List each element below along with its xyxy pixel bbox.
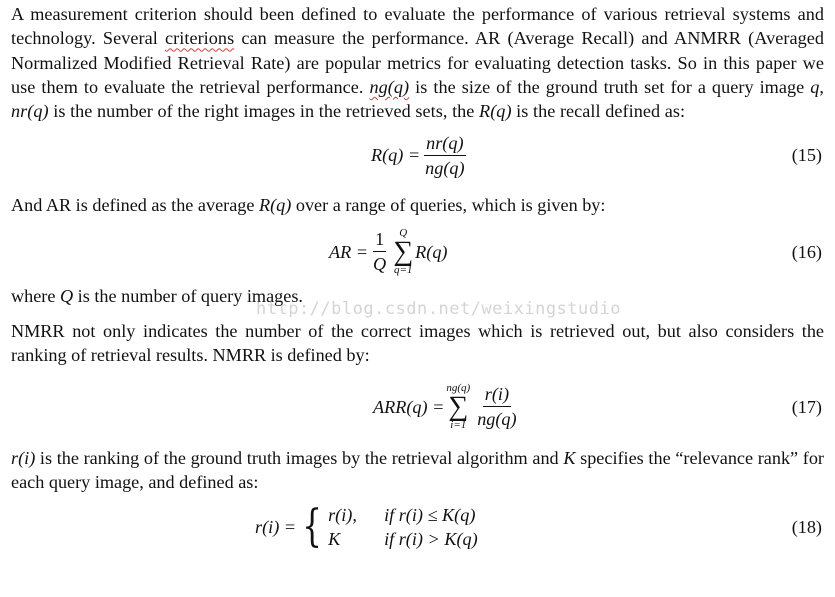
left-brace: {	[302, 501, 322, 553]
math-ri: r(i)	[11, 447, 36, 468]
text: is the size of the ground truth set for a query image	[409, 76, 811, 97]
equation-number: (17)	[791, 396, 822, 417]
paragraph-ranking-definition	[11, 446, 824, 495]
eq16-term: R(q)	[415, 241, 448, 262]
math-Rq: R(q)	[479, 101, 512, 122]
eq15-numerator: nr(q)	[424, 132, 465, 156]
text: is the recall defined as:	[511, 101, 686, 122]
eq17-denominator: ng(q)	[477, 409, 517, 430]
math-K: K	[563, 447, 576, 468]
equation-number: (18)	[791, 517, 822, 538]
eq16-fraction	[371, 228, 388, 275]
sum-upper-limit: ng(q)	[446, 381, 471, 394]
text: is the number of the right images in the retrieved sets, the	[48, 101, 480, 122]
eq16-denominator: Q	[373, 254, 387, 275]
equation-16	[11, 218, 824, 286]
sum-lower-limit: i=1	[450, 418, 467, 431]
sum-lower-limit: q=1	[393, 263, 413, 276]
math-Q: Q	[59, 285, 74, 306]
eq17-lhs: ARR(q) =	[373, 396, 445, 417]
case-condition: if r(i) > K(q)	[384, 529, 478, 550]
text: A measurement criterion should been defined to evaluate the performance of various retrieval systems and technology. Several	[11, 4, 824, 49]
text: is the number of query images.	[73, 285, 303, 306]
text: And AR is defined as the average	[11, 195, 259, 216]
text: ,	[819, 76, 825, 97]
math-nrq: nr(q)	[11, 101, 49, 122]
spellcheck-word: criterions	[165, 28, 235, 49]
case-condition: if r(i) ≤ K(q)	[384, 505, 476, 526]
eq18-lhs: r(i) =	[255, 517, 297, 538]
eq17-summation	[446, 383, 470, 431]
eq17-fraction	[475, 383, 518, 430]
text: over a range of queries, which is given by:	[291, 195, 606, 216]
eq16-summation	[393, 228, 413, 276]
text: where	[11, 285, 60, 306]
equation-18	[11, 496, 824, 558]
eq18-cases	[328, 503, 478, 551]
paragraph-ar-definition	[11, 193, 824, 217]
math-Rq: R(q)	[258, 195, 292, 216]
sigma-symbol: ∑	[393, 235, 414, 267]
sum-upper-limit: Q	[399, 226, 408, 239]
paragraph-nmrr-intro: NMRR not only indicates the number of the correct images which is retrieved out, but also considers the ranking of retrieval results. NMRR is defined by:	[11, 321, 824, 366]
eq16-lhs: AR =	[329, 241, 369, 262]
equation-15	[11, 125, 824, 185]
case-row-2	[328, 527, 478, 551]
text: specifies the “relevance rank” for each query image, and defined as:	[11, 447, 824, 492]
math-ngq: ng(q)	[369, 76, 410, 97]
eq16-numerator: 1	[373, 228, 386, 252]
equation-number: (15)	[791, 145, 822, 166]
eq15-denominator: ng(q)	[425, 157, 465, 178]
case-value: r(i),	[328, 505, 357, 526]
eq15-lhs: R(q) =	[371, 145, 421, 166]
case-value: K	[328, 529, 341, 550]
eq15-fraction	[423, 132, 466, 179]
case-row-1	[328, 503, 478, 527]
blog-watermark: http://blog.csdn.net/weixingstudio	[256, 299, 621, 319]
paragraph-metrics-intro	[11, 2, 824, 123]
paper-body	[11, 2, 824, 558]
text: is the ranking of the ground truth images by the retrieval algorithm and	[35, 447, 564, 468]
equation-number: (16)	[791, 241, 822, 262]
eq17-numerator: r(i)	[483, 383, 511, 407]
equation-17	[11, 370, 824, 444]
text: can measure the performance. AR (Average Recall) and ANMRR (Averaged Normalized Modified Retrieval Rate) are popular metrics for evaluating detection tasks. So in this paper we use them to evaluate the retrieval performance.	[11, 28, 824, 97]
math-q: q	[810, 76, 820, 97]
sigma-symbol: ∑	[448, 390, 469, 422]
